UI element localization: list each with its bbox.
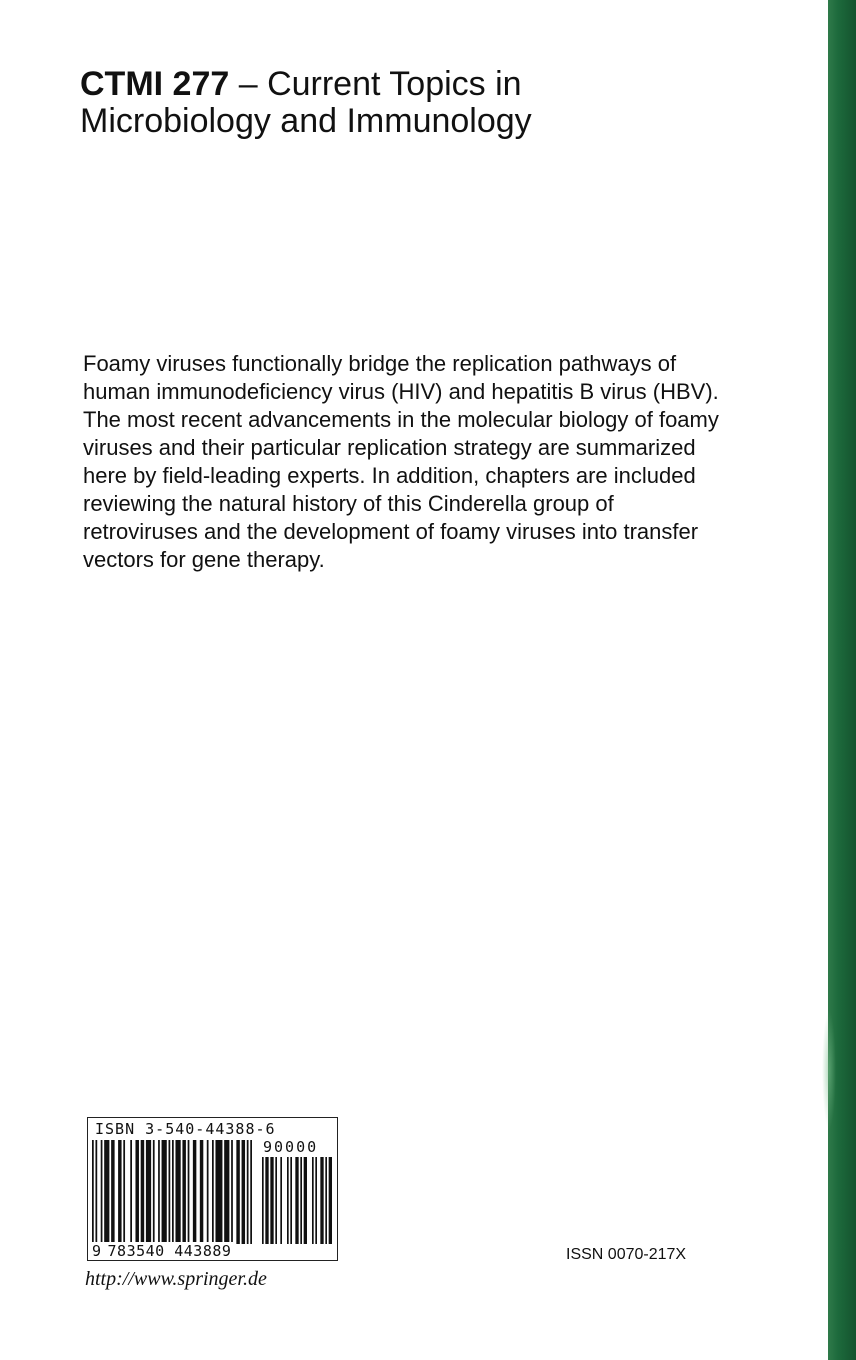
barcode-bar: [224, 1140, 229, 1244]
barcode-bar: [207, 1140, 209, 1244]
barcode-bar: [247, 1140, 249, 1244]
series-name-line1: Current Topics in: [267, 65, 522, 103]
spine-highlight: [822, 1010, 836, 1130]
barcode-bar: [325, 1157, 327, 1244]
spine-strip: [828, 0, 856, 1360]
barcode-bar: [295, 1157, 298, 1244]
barcode-bar: [193, 1140, 196, 1244]
barcode-bar: [236, 1140, 239, 1244]
ean-first-digit: 9: [92, 1242, 102, 1260]
issn-number: ISSN 0070-217X: [566, 1246, 687, 1263]
barcode-bar: [153, 1140, 155, 1244]
barcode-bar: [182, 1140, 185, 1244]
addon-price-code: 90000: [263, 1138, 319, 1156]
barcode-bar: [290, 1157, 292, 1244]
barcode-bar: [101, 1140, 103, 1244]
barcode-bar: [141, 1140, 144, 1244]
barcode-bar: [172, 1140, 174, 1244]
book-description: Foamy viruses functionally bridge the replication pathways of human immunodeficiency virus (HIV) and hepatitis B virus (HBV). The most recent advancements in the molecular biology of foamy viruses and their particular replication strategy are summarized here by field-leading experts. In addition, chapters are included reviewing the natural history of this Cinderella group of retroviruses and the development of foamy viruses into transfer vectors for gene therapy.: [83, 351, 719, 572]
barcode-bar: [329, 1157, 332, 1244]
addon-bars: [262, 1157, 332, 1244]
barcode-bar: [250, 1140, 252, 1244]
barcode-bar: [312, 1157, 314, 1244]
publisher-url[interactable]: http://www.springer.de: [85, 1268, 267, 1290]
barcode-bar: [92, 1140, 94, 1244]
series-name-line2: Microbiology and Immunology: [80, 102, 532, 140]
barcode-bar: [104, 1140, 109, 1244]
barcode-bar: [242, 1140, 245, 1244]
series-title: [80, 66, 780, 140]
barcode-bar: [118, 1140, 121, 1244]
barcode-bar: [287, 1157, 289, 1244]
barcode-bar: [169, 1140, 171, 1244]
barcode-bar: [95, 1140, 97, 1244]
barcode-bar: [123, 1140, 125, 1244]
barcode-bar: [158, 1140, 160, 1244]
barcode-bar: [300, 1157, 302, 1244]
barcode-bar: [280, 1157, 282, 1244]
barcode-bar: [275, 1157, 277, 1244]
barcode-bar: [188, 1140, 190, 1244]
barcode-bar: [270, 1157, 273, 1244]
isbn-text: ISBN 3-540-44388-6: [95, 1120, 276, 1138]
ean-bars: [92, 1140, 252, 1244]
series-dash: –: [229, 65, 268, 103]
barcode-bar: [146, 1140, 151, 1244]
barcode-bar: [200, 1140, 203, 1244]
ean-remaining-digits: 783540 443889: [107, 1242, 232, 1260]
barcode-bar: [265, 1157, 268, 1244]
barcode-bar: [175, 1140, 180, 1244]
barcode-bar: [215, 1140, 222, 1244]
barcode-bar: [304, 1157, 307, 1244]
barcode-bar: [320, 1157, 323, 1244]
isbn-barcode: [87, 1117, 338, 1261]
barcode-bar: [162, 1140, 167, 1244]
barcode-bar: [262, 1157, 264, 1244]
barcode-bar: [231, 1140, 233, 1244]
barcode-bar: [212, 1140, 214, 1244]
series-code: CTMI 277: [80, 65, 230, 103]
ean-number: [92, 1242, 233, 1260]
barcode-bar: [135, 1140, 138, 1244]
barcode-bar: [111, 1140, 114, 1244]
barcode-bar: [315, 1157, 317, 1244]
barcode-bar: [130, 1140, 132, 1244]
